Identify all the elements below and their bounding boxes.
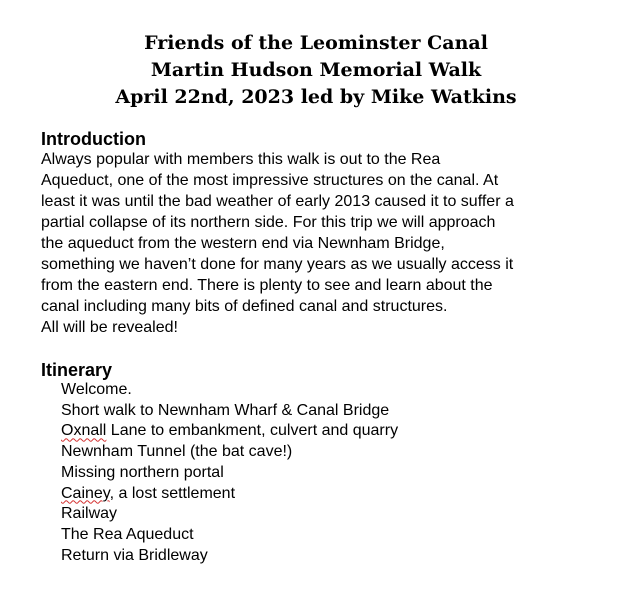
introduction-heading: Introduction bbox=[41, 129, 146, 149]
itinerary-heading: Itinerary bbox=[41, 360, 113, 380]
itinerary-section bbox=[41, 360, 626, 566]
itinerary-item: Short walk to Newnham Wharf & Canal Bridge bbox=[61, 401, 390, 419]
paragraph-line: the aqueduct from the western end via Newnham Bridge, bbox=[41, 235, 445, 252]
title-line-organisation: Friends of the Leominster Canal bbox=[144, 32, 488, 54]
title-line-date-leader: April 22nd, 2023 led by Mike Watkins bbox=[115, 86, 517, 108]
title-line-walk-name: Martin Hudson Memorial Walk bbox=[150, 59, 482, 81]
document-title bbox=[0, 30, 632, 111]
paragraph-line: something we haven’t done for many years as we usually access it bbox=[41, 256, 514, 273]
introduction-paragraph bbox=[41, 149, 626, 338]
itinerary-list bbox=[41, 380, 626, 566]
itinerary-item: Cainey, a lost settlement bbox=[61, 484, 236, 502]
itinerary-item: Missing northern portal bbox=[61, 463, 224, 481]
paragraph-line: canal including many bits of defined canal and structures. bbox=[41, 298, 448, 315]
itinerary-item: Newnham Tunnel (the bat cave!) bbox=[61, 443, 293, 461]
itinerary-item: Railway bbox=[61, 505, 118, 523]
paragraph-line: All will be revealed! bbox=[41, 319, 178, 336]
itinerary-item: The Rea Aqueduct bbox=[61, 525, 194, 543]
paragraph-line: from the eastern end. There is plenty to see and learn about the bbox=[41, 277, 493, 294]
paragraph-line: least it was until the bad weather of early 2013 caused it to suffer a bbox=[41, 193, 514, 210]
itinerary-item: Return via Bridleway bbox=[61, 546, 208, 564]
paragraph-line: Aqueduct, one of the most impressive structures on the canal. At bbox=[41, 172, 499, 189]
spellcheck-flagged-word: Cainey bbox=[61, 484, 110, 502]
itinerary-item: Welcome. bbox=[61, 381, 132, 398]
itinerary-item: Oxnall Lane to embankment, culvert and quarry bbox=[61, 422, 399, 440]
paragraph-line: partial collapse of its northern side. For this trip we will approach bbox=[41, 214, 496, 231]
spellcheck-flagged-word: Oxnall bbox=[61, 422, 107, 440]
paragraph-line: Always popular with members this walk is out to the Rea bbox=[41, 151, 441, 168]
introduction-section bbox=[41, 129, 626, 338]
